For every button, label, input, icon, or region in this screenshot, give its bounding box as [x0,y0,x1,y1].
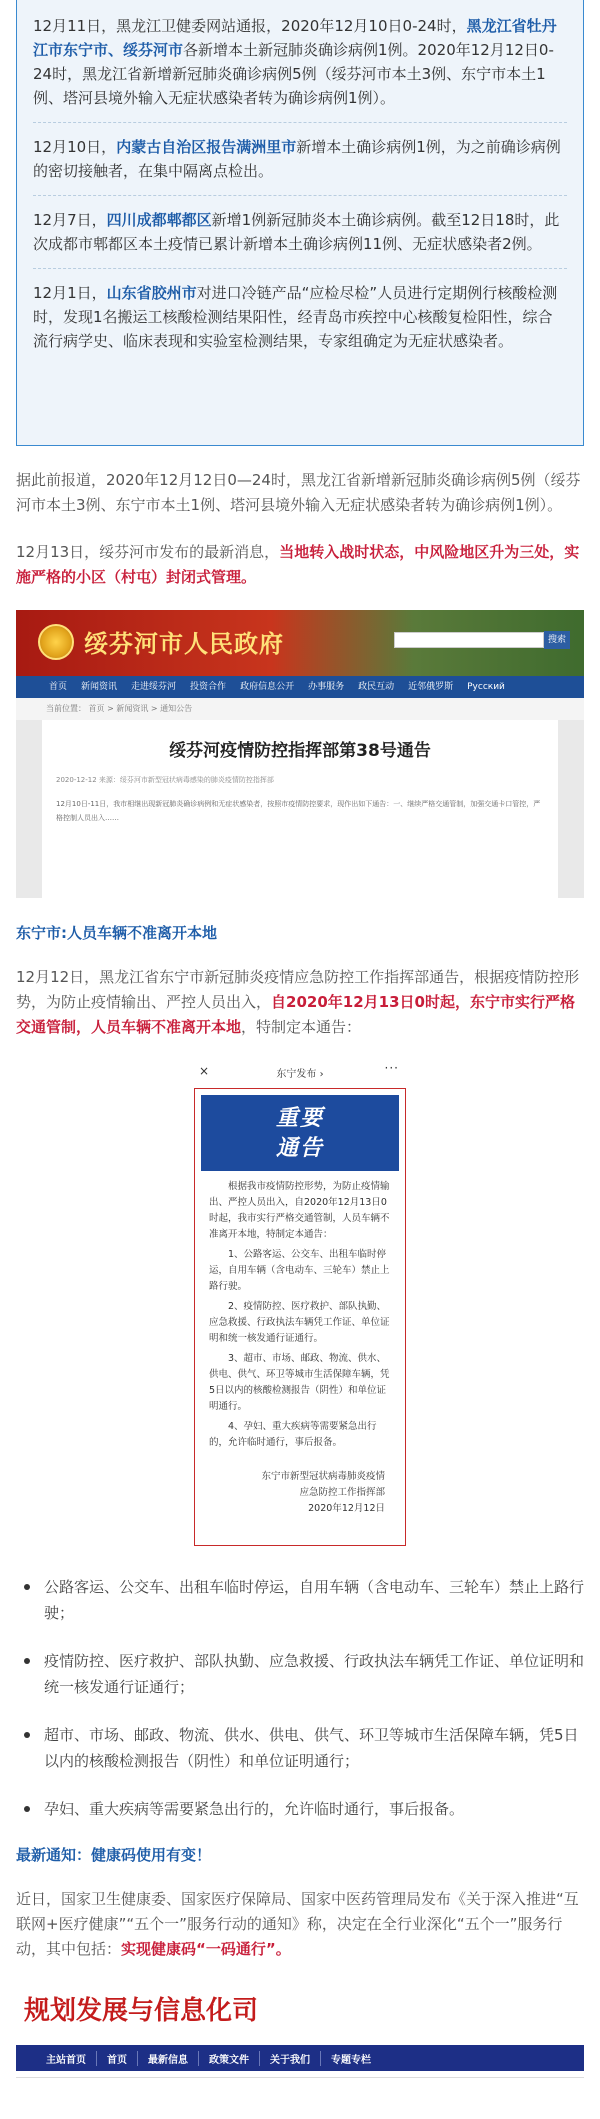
health-code-paragraph: 近日，国家卫生健康委、国家医疗保障局、国家中医药管理局发布《关于深入推进“互联网+医疗健康”“五个一”服务行动的通知》称，决定在全行业深化“五个一”服务行动，其中包括：实现健康码“一码通行”。 [16,1890,579,1958]
gov-breadcrumb: 当前位置： 首页 > 新闻资讯 > 通知公告 [16,698,584,720]
footer-nav-item[interactable]: 首页 [97,2051,138,2066]
footer-divider [16,2077,584,2087]
divider [33,195,567,196]
footer-nav [16,2045,584,2071]
gov-search-button: 搜索 [544,631,570,649]
gov-nav-item: 新闻资讯 [81,682,118,692]
summary-entry-3: 12月7日，四川成都郫都区新增1例新冠肺炎本土确诊病例。截至12日18时，此次成都市郫都区本土疫情已累计新增本土确诊病例11例、无症状感染者2例。 [33,211,560,253]
gov-nav-item: 政民互动 [358,682,395,692]
place-highlight: 四川成都郫都区 [106,211,212,229]
report-paragraph: 据此前报道，2020年12月12日0—24时，黑龙江省新增新冠肺炎确诊病例5例（绥芬河市本土3例、东宁市本土1例、塔河县境外输入无症状感染者转为确诊病例1例）。 [16,471,581,514]
divider [33,268,567,269]
gov-nav [16,676,584,698]
footer-nav-item[interactable]: 主站首页 [36,2051,97,2066]
gov-nav-item: 走进绥芬河 [131,682,177,692]
gov-article-title: 绥芬河疫情防控指挥部第38号通告 [169,741,431,761]
notice-para: 2、疫情防控、医疗救护、部队执勤、应急救援、行政执法车辆凭工作证、单位证明和统一核发通行证通行。 [209,1301,390,1344]
gov-nav-item: Русский [467,682,505,692]
divider [33,122,567,123]
notice-text [201,1179,399,1451]
gov-nav-item: 政府信息公开 [240,682,295,692]
notice-signature: 东宁市新型冠状病毒肺炎疫情 应急防控工作指挥部 2020年12月12日 [261,1471,385,1514]
gov-website-screenshot [16,610,584,898]
summary-entry-2: 12月10日，内蒙古自治区报告满洲里市新增本土确诊病例1例，为之前确诊病例的密切接触者，在集中隔离点检出。 [33,138,561,180]
gov-nav-item: 办事服务 [308,682,345,692]
red-highlight: 实现健康码“一码通行”。 [121,1940,291,1958]
red-highlight: 自2020年12月13日0时起，东宁市实行严格交通管制，人员车辆不准离开本地 [16,993,575,1036]
list-item: 公路客运、公交车、出租车临时停运，自用车辆（含电动车、三轮车）禁止上路行驶； [16,1574,584,1626]
notice-banner [201,1095,399,1171]
dongning-paragraph: 12月12日，黑龙江省东宁市新冠肺炎疫情应急防控工作指挥部通告，根据疫情防控形势，为防止疫情输出、严控人员出入，自2020年12月13日0时起，东宁市实行严格交通管制，人员车辆不准离开本地，特制定本通告： [16,968,580,1036]
gov-nav-item: 近邻俄罗斯 [408,682,454,692]
gov-banner [16,610,584,676]
summary-entry-1: 12月11日，黑龙江卫健委网站通报，2020年12月10日0-24时，黑龙江省牡丹江市东宁市、绥芬河市各新增本土新冠肺炎确诊病例1例。2020年12月12日0-24时，黑龙江省新增新冠肺炎确诊病例5例（绥芬河市本土3例、东宁市本土1例、塔河县境外输入无症状感染者转为确诊病例1例）。 [33,17,557,107]
gov-article-meta: 2020-12-12 来源：绥芬河市新型冠状病毒感染的肺炎疫情防控指挥部 [56,776,274,784]
footer-nav-item[interactable]: 关于我们 [260,2051,321,2066]
notice-header [189,1056,411,1086]
footer-nav-item[interactable]: 最新信息 [138,2051,199,2066]
section-heading-dongning: 东宁市:人员车辆不准离开本地 [16,924,217,942]
list-item: 超市、市场、邮政、物流、供水、供电、供气、环卫等城市生活保障车辆，凭5日以内的核酸检测报告（阴性）和单位证明通行； [16,1722,584,1774]
list-item: 疫情防控、医疗救护、部队执勤、应急救援、行政执法车辆凭工作证、单位证明和统一核发通行证通行； [16,1648,584,1700]
more-icon: ··· [384,1061,399,1075]
notice-para: 根据我市疫情防控形势，为防止疫情输出、严控人员出入，自2020年12月13日0时起，我市实行严格交通管制，人员车辆不准离开本地，特制定本通告： [209,1181,390,1240]
footer-nav-item[interactable]: 政策文件 [199,2051,260,2066]
gov-site-title: 绥芬河市人民政府 [84,629,284,658]
national-emblem-icon [38,624,74,660]
notice-account-title: 东宁发布 › [276,1069,324,1080]
notice-banner-line2: 通告 [275,1135,324,1161]
gov-article [42,720,558,898]
red-highlight: 当地转入战时状态，中风险地区升为三处，实施严格的小区（村屯）封闭式管理。 [16,543,580,586]
gov-article-body: 12月10日-11日，我市相继出现新冠肺炎确诊病例和无症状感染者，按照市疫情防控要求，现作出如下通告：一、继续严格交通管制，加强交通卡口管控，严格控制人员出入…… [56,800,541,822]
close-icon: × [199,1064,210,1078]
rules-list [16,1574,584,1822]
notice-para: 4、孕妇、重大疾病等需要紧急出行的，允许临时通行，事后报备。 [209,1421,377,1448]
place-highlight: 山东省胶州市 [106,284,197,302]
notice-para: 1、公路客运、公交车、出租车临时停运，自用车辆（含电动车、三轮车）禁止上路行驶。 [209,1249,390,1292]
notice-banner-line1: 重要 [275,1105,324,1131]
summary-entry-4: 12月1日，山东省胶州市对进口冷链产品“应检尽检”人员进行定期例行核酸检测时，发现1名搬运工核酸检测结果阳性，经青岛市疾控中心核酸复检阳性，综合流行病学史、临床表现和实验室检测结果，专家组确定为无症状感染者。 [33,284,558,350]
section-heading-health-code: 最新通知：健康码使用有变！ [16,1846,212,1864]
gov-search-input [394,632,544,648]
news-summary-box [16,0,584,446]
suifenhe-paragraph: 12月13日，绥芬河市发布的最新消息，当地转入战时状态，中风险地区升为三处，实施严格的小区（村屯）封闭式管理。 [16,543,580,586]
footer-nav-item[interactable]: 专题专栏 [331,2054,371,2066]
list-item: 孕妇、重大疾病等需要紧急出行的，允许临时通行，事后报备。 [16,1796,584,1822]
gov-nav-item: 投资合作 [190,682,227,692]
place-highlight: 黑龙江省牡丹江市东宁市、绥芬河市 [33,17,557,59]
notice-para: 3、超市、市场、邮政、物流、供水、供电、供气、环卫等城市生活保障车辆，凭5日以内的核酸检测报告（阴性）和单位证明通行。 [209,1353,390,1412]
footer-site-title: 规划发展与信息化司 [24,1996,259,2026]
place-highlight: 内蒙古自治区报告满洲里市 [116,138,297,156]
notice-card [194,1088,406,1546]
gov-nav-item: 首页 [49,682,68,692]
notice-screenshot [189,1056,411,1546]
